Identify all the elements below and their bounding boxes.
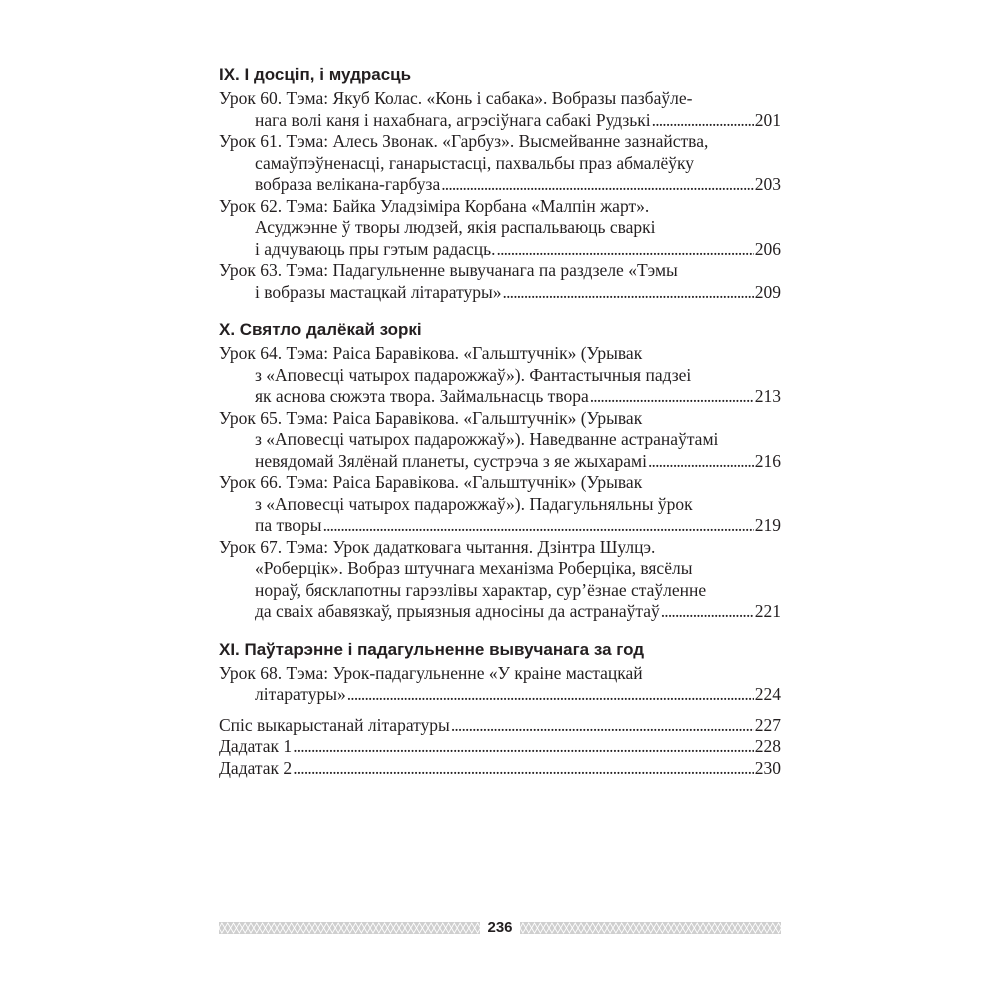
toc-entry <box>219 736 781 758</box>
entry-text: нага волі каня і нахабнага, агрэсіўнага сабакі Рудзькі <box>255 109 651 130</box>
dot-leader <box>661 601 754 623</box>
toc-entry <box>219 537 781 623</box>
entry-line-last <box>219 174 781 196</box>
section-heading: X. Святло далёкай зоркі <box>219 320 422 339</box>
entry-line-last <box>219 736 781 758</box>
entry-text: да сваіх абавязкаў, прыязныя адносіны да астранаўтаў <box>255 601 660 621</box>
dot-leader <box>451 715 754 737</box>
dot-leader <box>652 110 754 132</box>
ornament-pattern <box>520 922 781 934</box>
entry-line: нораў, бясклапотны гарэзлівы характар, сур’ёзнае стаўленне <box>255 579 707 600</box>
entry-line: Урок 67. Тэма: Урок дадатковага чытання. Дзінтра Шулцэ. <box>219 536 656 557</box>
entry-line-last <box>219 601 781 623</box>
dot-leader <box>441 174 754 196</box>
table-of-contents <box>219 62 781 779</box>
page-ref: 228 <box>754 736 781 756</box>
entry-line: Урок 64. Тэма: Раіса Баравікова. «Гальштучнік» (Урывак <box>219 343 643 363</box>
entry-line-last <box>219 110 781 132</box>
entry-text: Дадатак 2 <box>219 757 293 778</box>
entry-line: Урок 60. Тэма: Якуб Колас. «Конь і сабака». Вобразы пазбаўле- <box>219 88 693 108</box>
entry-text: як аснова сюжэта твора. Займальнасць твора <box>255 386 589 406</box>
section-heading: IX. І досціп, і мудрасць <box>219 65 412 84</box>
entry-line-last <box>219 239 781 261</box>
entry-text: Дадатак 1 <box>219 736 293 756</box>
toc-entry <box>219 343 781 408</box>
entry-line-last <box>219 684 781 706</box>
entry-line: Урок 65. Тэма: Раіса Баравікова. «Гальштучнік» (Урывак <box>219 407 643 428</box>
page-ref: 213 <box>754 386 781 406</box>
page-ref: 216 <box>754 450 781 471</box>
entry-line-last <box>219 758 781 780</box>
toc-body <box>219 62 781 779</box>
dot-leader <box>590 386 754 408</box>
entry-line: з «Аповесці чатырох падарожжаў»). Наведванне астранаўтамі <box>255 429 719 449</box>
toc-entry <box>219 408 781 473</box>
spacer <box>219 623 781 637</box>
spacer <box>219 706 781 715</box>
entry-line: з «Аповесці чатырох падарожжаў»). Фантастычныя падзеі <box>255 364 692 385</box>
page-ref: 224 <box>754 684 781 704</box>
toc-entry <box>219 663 781 706</box>
entry-line-last <box>219 715 781 737</box>
page-ref: 221 <box>754 601 781 621</box>
ornament-left <box>219 922 480 934</box>
entry-line: «Роберцік». Вобраз штучнага механізма Роберціка, вясёлы <box>255 558 693 578</box>
toc-entry <box>219 196 781 261</box>
entry-text: літаратуры» <box>255 684 346 704</box>
entry-text: вобраза велікана-гарбуза <box>255 174 441 194</box>
entry-text: і адчуваюць пры гэтым радасць. <box>255 238 496 259</box>
entry-line-last <box>219 515 781 537</box>
dot-leader <box>497 239 754 261</box>
ornament-pattern <box>219 922 480 934</box>
section-heading: XI. Паўтарэнне і падагульненне вывучанага за год <box>219 639 645 659</box>
entry-text: і вобразы мастацкай літаратуры» <box>255 281 502 302</box>
entry-line: Урок 68. Тэма: Урок-падагульненне «У краіне мастацкай <box>219 662 643 683</box>
page-ref: 203 <box>754 174 781 194</box>
entry-line: Урок 62. Тэма: Байка Уладзіміра Корбана «Малпін жарт». <box>219 195 650 216</box>
ornament-right <box>520 922 781 934</box>
entry-line: Урок 61. Тэма: Алесь Звонак. «Гарбуз». Высмейванне зазнайства, <box>219 131 709 151</box>
toc-entry <box>219 88 781 131</box>
entry-text: па творы <box>255 515 322 535</box>
page-ref: 227 <box>754 714 781 735</box>
entry-line: з «Аповесці чатырох падарожжаў»). Падагульняльны ўрок <box>255 493 693 514</box>
toc-entry <box>219 131 781 196</box>
toc-entry <box>219 758 781 780</box>
entry-line: самаўпэўненасці, ганарыстасці, пахвальбы праз абмалёўку <box>255 152 694 173</box>
entry-line: Урок 66. Тэма: Раіса Баравікова. «Гальштучнік» (Урывак <box>219 472 643 492</box>
page-ref: 230 <box>754 757 781 778</box>
entry-line: Урок 63. Тэма: Падагульненне вывучанага па раздзеле «Тэмы <box>219 260 678 280</box>
toc-entry <box>219 715 781 737</box>
toc-entry <box>219 472 781 537</box>
page-ref: 219 <box>754 515 781 535</box>
entry-line: Асуджэнне ў творы людзей, якія распальваюць сваркі <box>255 217 656 237</box>
entry-text: невядомай Зялёнай планеты, сустрэча з яе жыхарамі <box>255 450 647 471</box>
entry-text: Спіс выкарыстанай літаратуры <box>219 714 450 735</box>
entry-line-last <box>219 386 781 408</box>
page-number: 236 <box>487 919 513 936</box>
page-footer <box>219 917 781 939</box>
page-ref: 206 <box>754 238 781 259</box>
dot-leader <box>293 758 754 780</box>
entry-line-last <box>219 282 781 304</box>
dot-leader <box>323 515 754 537</box>
dot-leader <box>347 684 754 706</box>
dot-leader <box>503 282 754 304</box>
spacer <box>219 303 781 317</box>
toc-entry <box>219 260 781 303</box>
entry-line-last <box>219 451 781 473</box>
page-ref: 201 <box>754 109 781 130</box>
page-ref: 209 <box>754 281 781 302</box>
dot-leader <box>293 736 754 758</box>
dot-leader <box>648 451 754 473</box>
